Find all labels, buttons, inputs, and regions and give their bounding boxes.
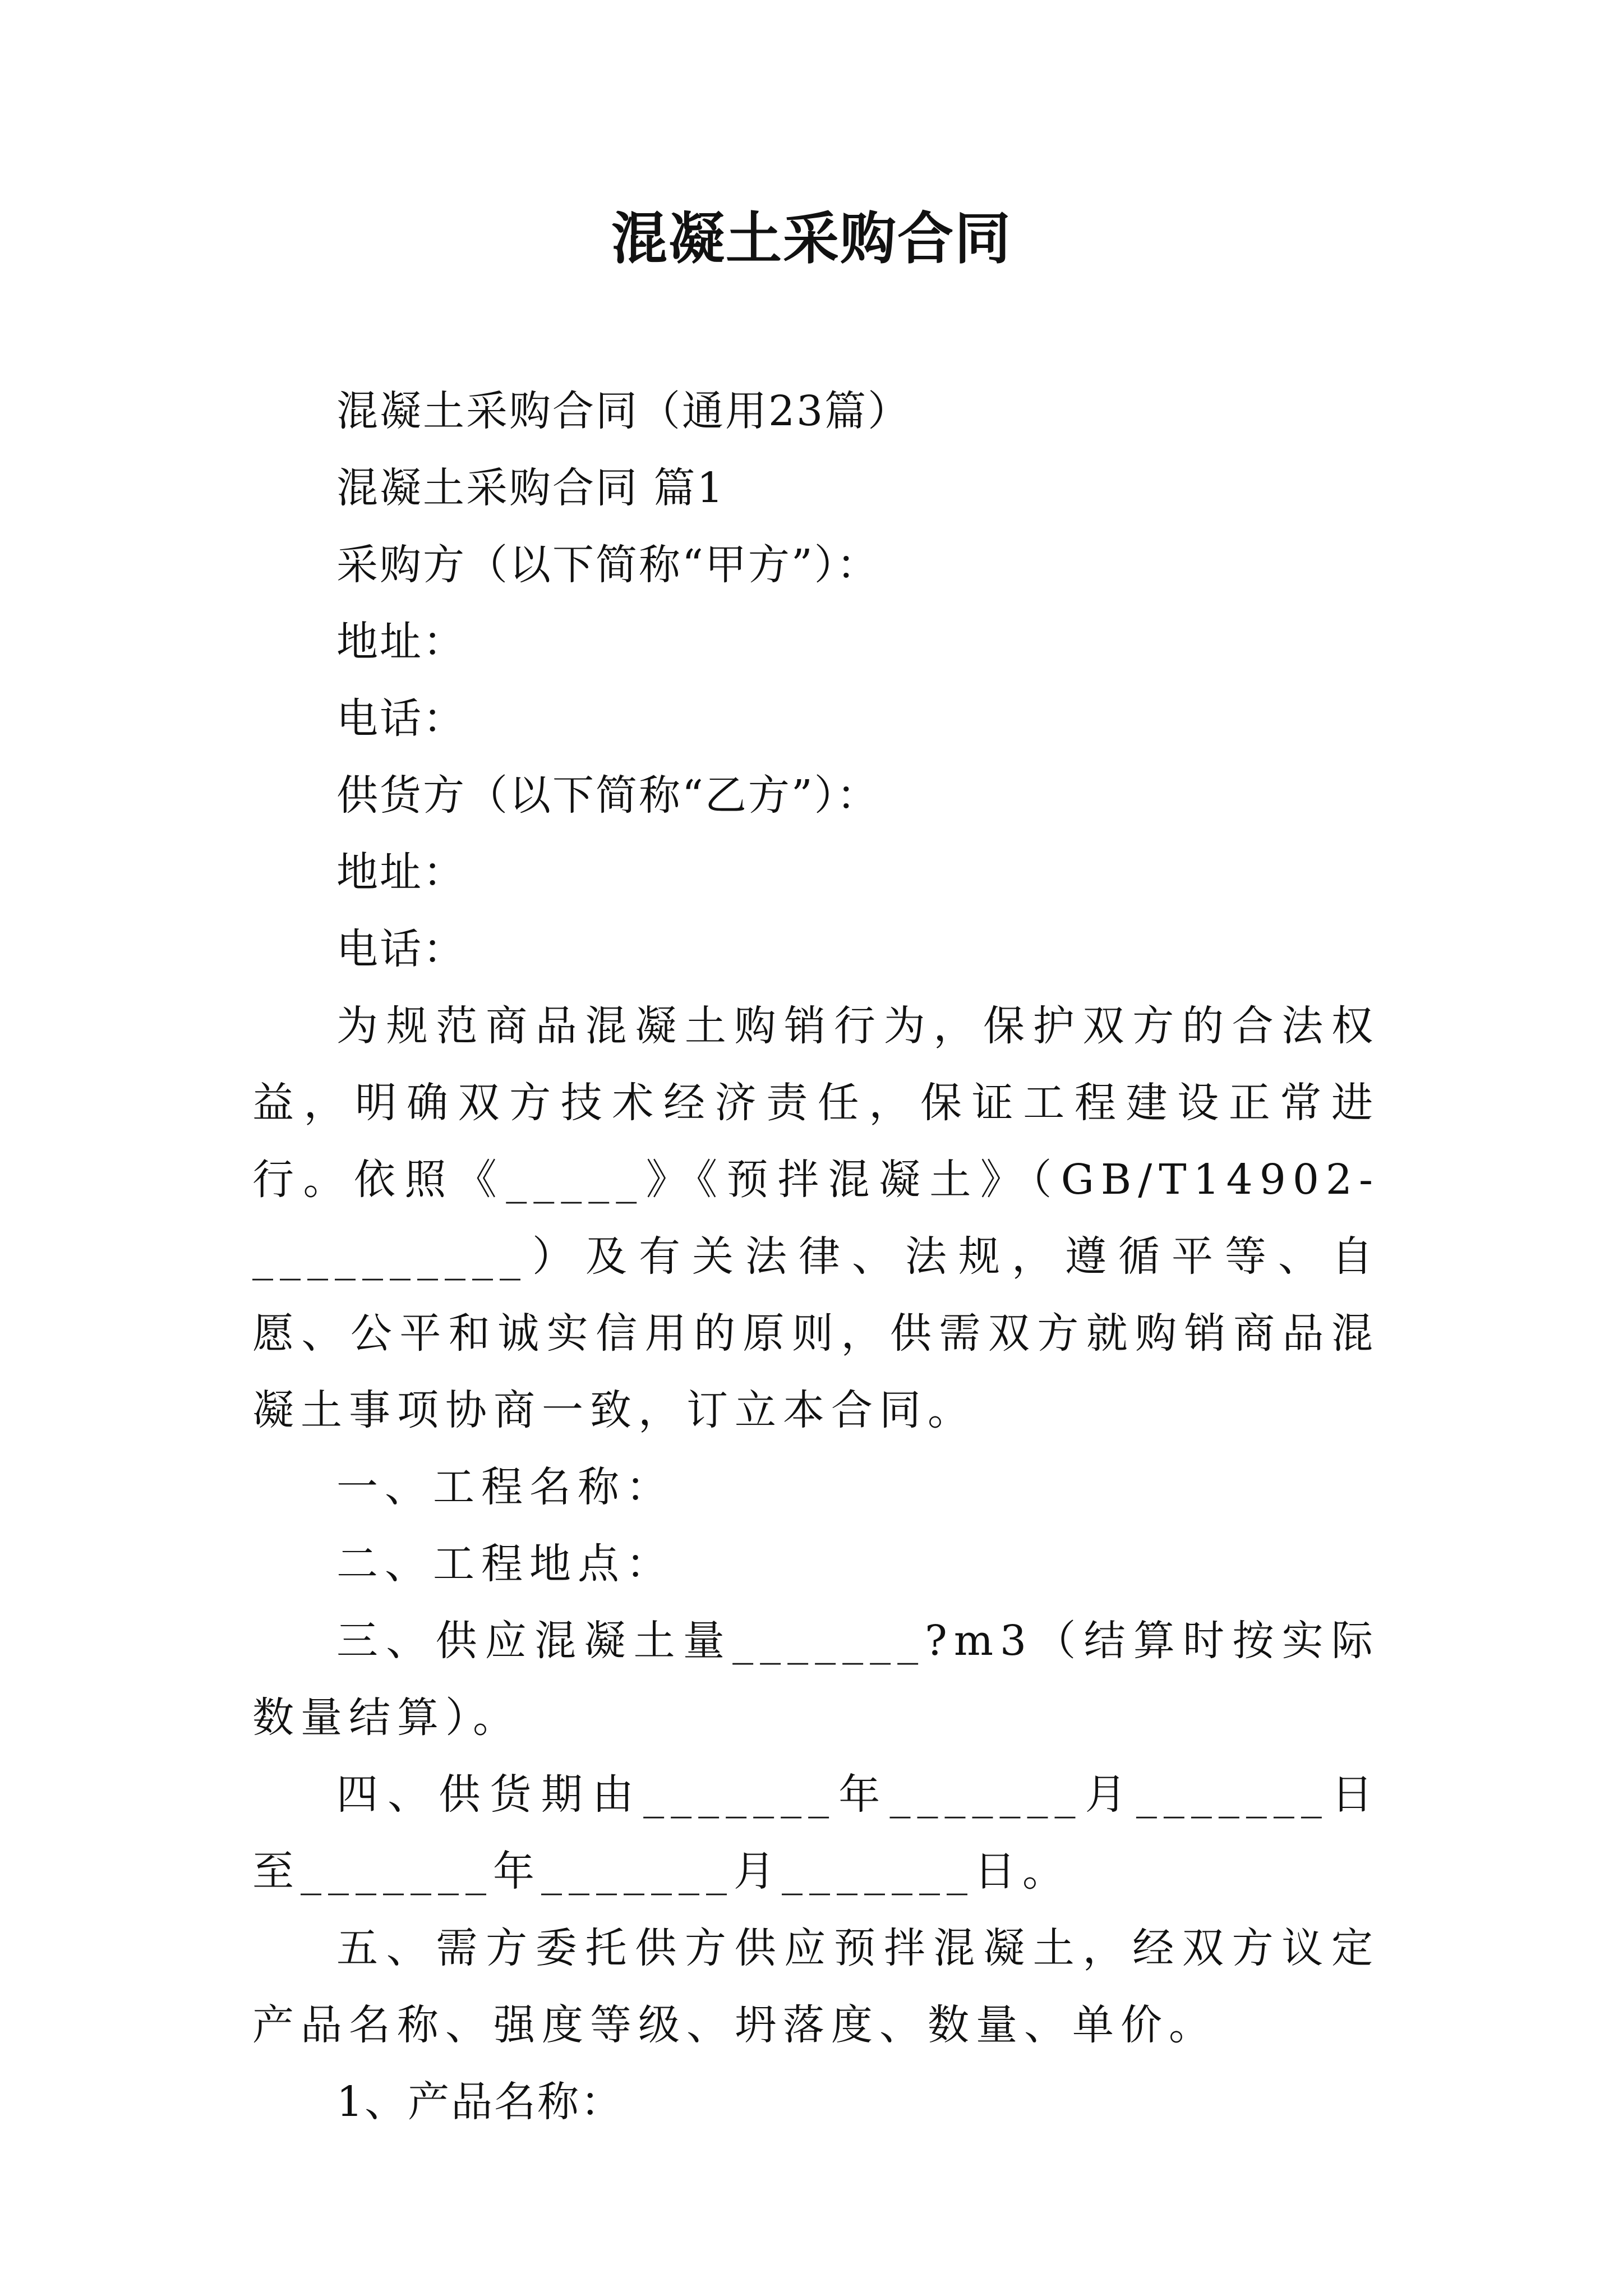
paragraph: 五、需方委托供方供应预拌混凝土，经双方议定产品名称、强度等级、坍落度、数量、单价。 xyxy=(252,1924,1380,2049)
paragraph: 混凝土采购合同 篇1 xyxy=(336,464,725,512)
paragraph: 为规范商品混凝土购销行为，保护双方的合法权益，明确双方技术经济责任，保证工程建设正常进行。依照《_____》《预拌混凝土》（GB/T14902-__________）及有关法律、法规，遵循平等、自愿、公平和诚实信用的原则，供需双方就购销商品混凝土事项协商一致，订立本合同。 xyxy=(252,1002,1380,1434)
document-body xyxy=(252,373,1380,2141)
paragraph: 一、工程名称： xyxy=(336,1463,674,1511)
paragraph: 地址： xyxy=(336,618,466,666)
paragraph: 地址： xyxy=(336,848,466,896)
paragraph: 采购方（以下简称“甲方”）： xyxy=(336,541,880,589)
paragraph: 电话： xyxy=(336,694,466,743)
paragraph: 1、产品名称： xyxy=(336,2078,624,2126)
paragraph: 混凝土采购合同（通用23篇） xyxy=(336,387,911,435)
paragraph: 电话： xyxy=(336,925,466,973)
paragraph: 二、工程地点： xyxy=(336,1540,674,1588)
paragraph: 四、供货期由_______年_______月_______日至_______年_______月_______日。 xyxy=(252,1770,1380,1895)
paragraph: 供货方（以下简称“乙方”）： xyxy=(336,771,880,820)
paragraph: 三、供应混凝土量_______?m3（结算时按实际数量结算）。 xyxy=(252,1617,1380,1742)
document-title: 混凝土采购合同 xyxy=(611,205,1012,272)
